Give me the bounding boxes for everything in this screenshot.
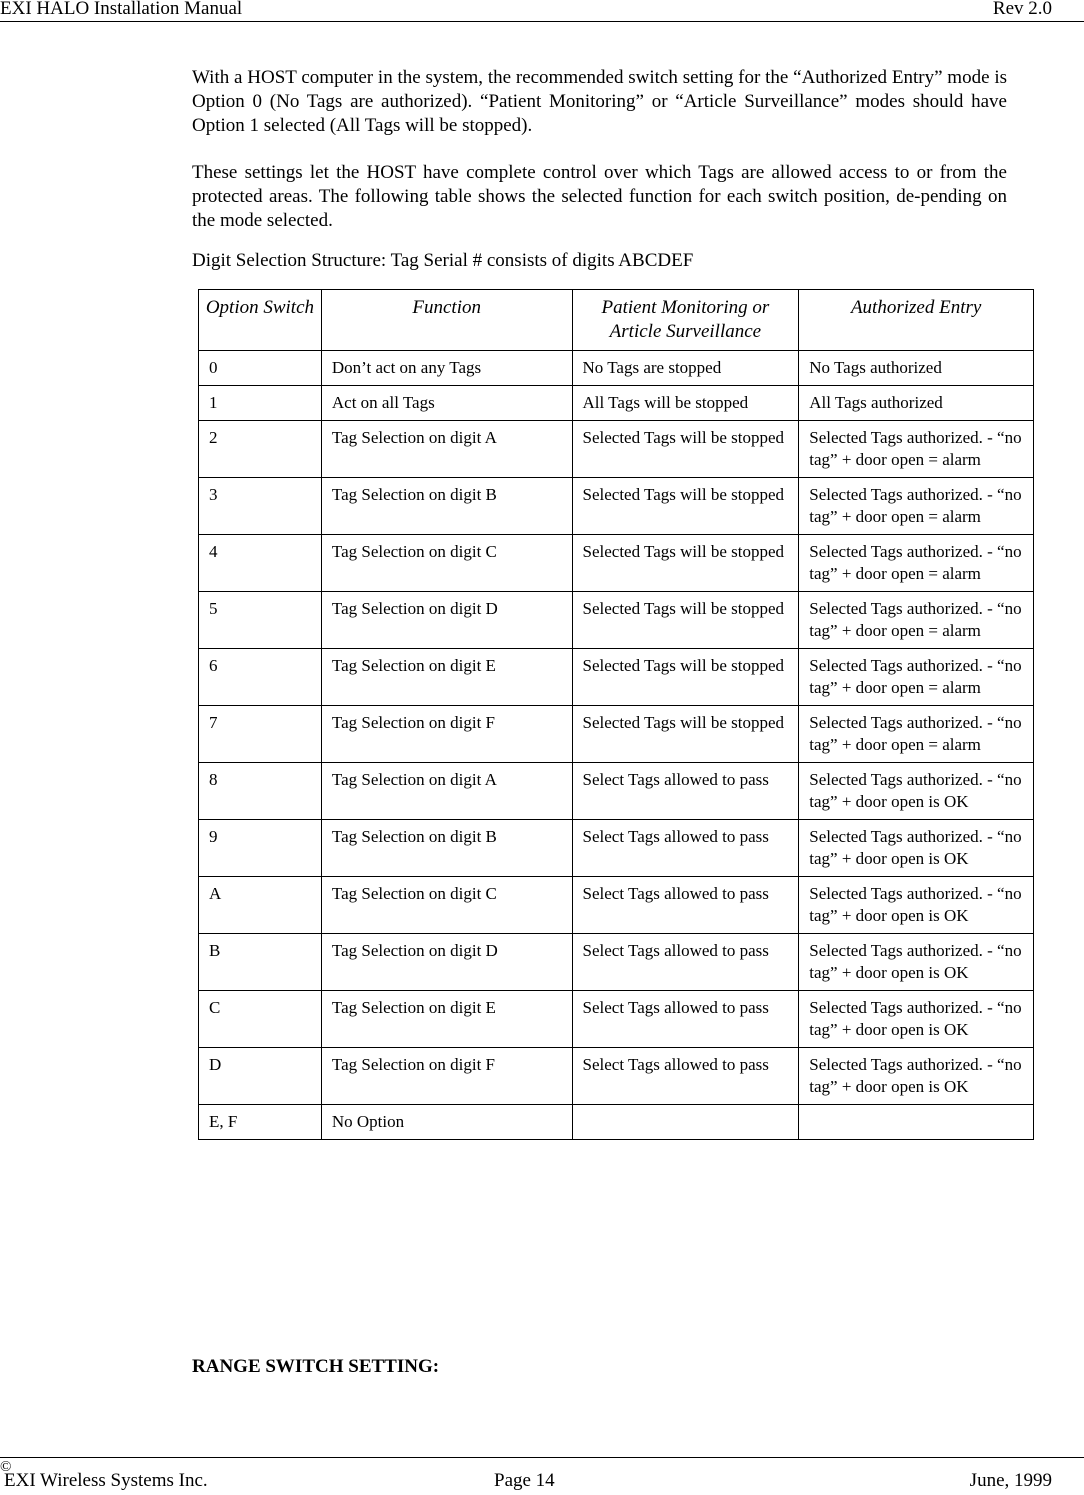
revision-label: Rev 2.0 <box>992 0 1052 19</box>
company-name: EXI Wireless Systems Inc. <box>4 1470 208 1491</box>
patient-monitoring-cell: Selected Tags will be stopped <box>572 649 799 706</box>
table-header-row <box>199 290 1034 351</box>
column-header: Option Switch <box>199 290 322 351</box>
authorized-entry-cell: Selected Tags authorized. - “no tag” + door open = alarm <box>799 706 1034 763</box>
authorized-entry-cell: All Tags authorized <box>799 386 1034 421</box>
table-row <box>199 592 1034 649</box>
option-switch-cell: 9 <box>199 820 322 877</box>
table-row <box>199 421 1034 478</box>
option-switch-cell: 7 <box>199 706 322 763</box>
table-body <box>199 351 1034 1140</box>
function-cell: Tag Selection on digit F <box>321 706 572 763</box>
table-row <box>199 763 1034 820</box>
table-row <box>199 991 1034 1048</box>
patient-monitoring-cell: Selected Tags will be stopped <box>572 535 799 592</box>
authorized-entry-cell: Selected Tags authorized. - “no tag” + door open = alarm <box>799 592 1034 649</box>
authorized-entry-cell: Selected Tags authorized. - “no tag” + door open is OK <box>799 1048 1034 1105</box>
authorized-entry-cell: No Tags authorized <box>799 351 1034 386</box>
table-row <box>199 1048 1034 1105</box>
table-row <box>199 877 1034 934</box>
function-cell: Tag Selection on digit B <box>321 478 572 535</box>
patient-monitoring-cell: Select Tags allowed to pass <box>572 877 799 934</box>
function-cell: Tag Selection on digit E <box>321 991 572 1048</box>
authorized-entry-cell <box>799 1105 1034 1140</box>
document-title: EXI HALO Installation Manual <box>0 0 243 19</box>
footer-company <box>0 1459 208 1492</box>
function-cell: Tag Selection on digit E <box>321 649 572 706</box>
patient-monitoring-cell: Selected Tags will be stopped <box>572 706 799 763</box>
function-cell: Tag Selection on digit C <box>321 535 572 592</box>
settings-paragraph: These settings let the HOST have complete control over which Tags are allowed access to or from the protected areas. The following table shows the selected function for each switch position, de-pending on the mode selected. <box>192 162 1007 231</box>
table-row <box>199 535 1034 592</box>
authorized-entry-cell: Selected Tags authorized. - “no tag” + door open is OK <box>799 877 1034 934</box>
patient-monitoring-cell: Select Tags allowed to pass <box>572 934 799 991</box>
patient-monitoring-cell: Select Tags allowed to pass <box>572 763 799 820</box>
option-switch-cell: C <box>199 991 322 1048</box>
function-cell: Tag Selection on digit C <box>321 877 572 934</box>
patient-monitoring-cell: Selected Tags will be stopped <box>572 421 799 478</box>
option-switch-cell: 1 <box>199 386 322 421</box>
copyright-icon: © <box>0 1459 12 1475</box>
table-row <box>199 820 1034 877</box>
section-heading: RANGE SWITCH SETTING: <box>192 1356 440 1377</box>
option-switch-cell: 2 <box>199 421 322 478</box>
function-cell: No Option <box>321 1105 572 1140</box>
function-cell: Tag Selection on digit B <box>321 820 572 877</box>
intro-paragraph: With a HOST computer in the system, the recommended switch setting for the “Authorized Entry” mode is Option 0 (No Tags are authorized). “Patient Monitoring” or “Article Surveillance” modes should have Option 1 selected (All Tags will be stopped). <box>192 67 1007 136</box>
patient-monitoring-cell: No Tags are stopped <box>572 351 799 386</box>
page-footer <box>0 1457 1084 1495</box>
function-cell: Tag Selection on digit F <box>321 1048 572 1105</box>
authorized-entry-cell: Selected Tags authorized. - “no tag” + door open = alarm <box>799 649 1034 706</box>
option-switch-cell: 0 <box>199 351 322 386</box>
table-row <box>199 478 1034 535</box>
patient-monitoring-cell: All Tags will be stopped <box>572 386 799 421</box>
patient-monitoring-cell: Selected Tags will be stopped <box>572 478 799 535</box>
function-cell: Tag Selection on digit A <box>321 763 572 820</box>
page-header <box>0 0 1084 22</box>
column-header: Function <box>321 290 572 351</box>
patient-monitoring-cell: Select Tags allowed to pass <box>572 1048 799 1105</box>
authorized-entry-cell: Selected Tags authorized. - “no tag” + door open is OK <box>799 820 1034 877</box>
option-switch-cell: 5 <box>199 592 322 649</box>
table-row <box>199 934 1034 991</box>
authorized-entry-cell: Selected Tags authorized. - “no tag” + door open = alarm <box>799 421 1034 478</box>
function-cell: Tag Selection on digit A <box>321 421 572 478</box>
table-row <box>199 706 1034 763</box>
table-row <box>199 649 1034 706</box>
digit-structure-paragraph: Digit Selection Structure: Tag Serial # consists of digits ABCDEF <box>192 250 694 271</box>
option-switch-cell: A <box>199 877 322 934</box>
option-switch-cell: 3 <box>199 478 322 535</box>
option-switch-cell: D <box>199 1048 322 1105</box>
authorized-entry-cell: Selected Tags authorized. - “no tag” + door open is OK <box>799 934 1034 991</box>
authorized-entry-cell: Selected Tags authorized. - “no tag” + door open is OK <box>799 991 1034 1048</box>
authorized-entry-cell: Selected Tags authorized. - “no tag” + door open = alarm <box>799 478 1034 535</box>
patient-monitoring-cell <box>572 1105 799 1140</box>
option-switch-cell: B <box>199 934 322 991</box>
function-cell: Don’t act on any Tags <box>321 351 572 386</box>
authorized-entry-cell: Selected Tags authorized. - “no tag” + door open is OK <box>799 763 1034 820</box>
table-row <box>199 1105 1034 1140</box>
option-switch-cell: 4 <box>199 535 322 592</box>
function-cell: Act on all Tags <box>321 386 572 421</box>
function-cell: Tag Selection on digit D <box>321 934 572 991</box>
function-cell: Tag Selection on digit D <box>321 592 572 649</box>
table-row <box>199 386 1034 421</box>
footer-date: June, 1999 <box>969 1470 1052 1491</box>
column-header: Patient Monitoring or Article Surveillance <box>572 290 799 351</box>
patient-monitoring-cell: Selected Tags will be stopped <box>572 592 799 649</box>
patient-monitoring-cell: Select Tags allowed to pass <box>572 991 799 1048</box>
option-switch-cell: E, F <box>199 1105 322 1140</box>
table-row <box>199 351 1034 386</box>
option-switch-table <box>198 289 1034 1140</box>
option-switch-cell: 8 <box>199 763 322 820</box>
authorized-entry-cell: Selected Tags authorized. - “no tag” + door open = alarm <box>799 535 1034 592</box>
option-switch-cell: 6 <box>199 649 322 706</box>
patient-monitoring-cell: Select Tags allowed to pass <box>572 820 799 877</box>
page-number: Page 14 <box>494 1470 555 1491</box>
column-header: Authorized Entry <box>799 290 1034 351</box>
